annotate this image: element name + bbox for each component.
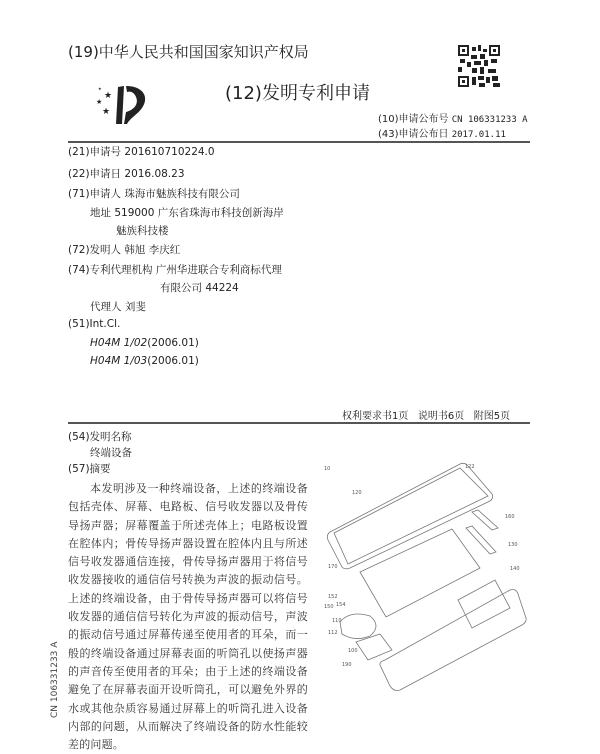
application-number: (21)申请号 201610710224.0 [68,146,215,158]
ipc-code-value: H04M 1/03 [90,355,148,367]
inventors: (72)发明人 韩旭 李庆红 [68,244,181,256]
ipc-code [90,355,199,367]
label-122: 122 [465,464,475,470]
side-publication-number: CN 106331233 A [50,641,60,718]
label-100: 100 [348,648,358,654]
pages-summary: 权利要求书1页 说明书6页 附图5页 [342,411,511,422]
applicant: (71)申请人 珠海市魅族科技有限公司 [68,188,240,200]
publication-date-value: 2017.01.11 [451,130,506,140]
patent-agency-line-2: 有限公司 44224 [160,282,239,294]
header-divider [68,141,530,143]
part-154 [356,634,392,660]
label-160: 160 [505,514,515,520]
publication-date [378,125,506,140]
abstract [68,480,308,754]
ipc-version: (2006.01) [147,337,199,349]
agent: 代理人 刘斐 [90,301,146,313]
application-date: (22)申请日 2016.08.23 [68,168,185,180]
svg-text:★: ★ [102,107,111,117]
patent-drawing [320,450,530,690]
housing [380,590,526,691]
label-154: 154 [336,602,346,608]
int-cl-label: (51)Int.Cl. [68,318,121,330]
label-130: 130 [508,542,518,548]
part-152 [340,614,376,639]
ipc-version: (2006.01) [147,355,199,367]
svg-text:★: ★ [104,91,113,101]
invention-title: 终端设备 [90,447,132,459]
label-190: 190 [342,662,352,668]
svg-text:★: ★ [98,86,102,91]
address-line-1: 地址 519000 广东省珠海市科技创新海岸 [90,207,284,219]
svg-text:★: ★ [96,98,103,106]
part-160 [472,510,498,530]
ipc-code-value: H04M 1/02 [90,337,148,349]
document-type: (12)发明专利申请 [225,83,370,104]
publication-date-label: (43)申请公布日 [378,129,449,140]
title-label: (54)发明名称 [68,431,132,443]
publication-number-label: (10)申请公布号 [378,114,449,125]
address-line-2: 魅族科技楼 [116,225,169,237]
label-112: 112 [328,630,338,636]
label-150: 150 [324,604,334,610]
ipc-code [90,337,199,349]
patent-office: (19)中华人民共和国国家知识产权局 [68,43,309,61]
screen-panel [327,463,492,568]
label-170: 170 [328,564,338,570]
publication-number [378,110,528,125]
label-120: 120 [352,490,362,496]
publication-number-value: CN 106331233 A [451,115,528,125]
cnipa-logo [96,82,156,127]
abstract-label: (57)摘要 [68,463,111,475]
part-130 [466,526,496,554]
patent-agency: (74)专利代理机构 广州华进联合专利商标代理 [68,264,282,276]
label-140: 140 [510,566,520,572]
label-110: 110 [332,618,342,624]
circuit-board [360,529,480,617]
abstract-text: 本发明涉及一种终端设备，上述的终端设备包括壳体、屏幕、电路板、信号收发器以及骨传导扬声器；屏幕覆盖于所述壳体上；电路板设置在腔体内；骨传导扬声器设置在腔体内且与所述信号收发器通信连接，骨传导扬声器用于将信号收发器接收的通信信号转换为声波的振动信号。上述的终端设备，由于骨传导扬声器可以将信号收发器的通信信号转化为声波的振动信号，声波的振动信号通过屏幕传递至使用者的耳朵，而一般的终端设备通过屏幕表面的听筒孔以使扬声器的声音传至使用者的耳朵；由于上述的终端设备避免了在屏幕表面开设听筒孔，可以避免外界的水或其他杂质容易通过屏幕上的听筒孔进入设备内部的问题，从而解决了终端设备的防水性能较差的问题。 [68,482,308,752]
figure-number: 10 [324,466,331,472]
battery-slot [458,580,510,628]
label-152: 152 [328,594,338,600]
qr-code [458,45,500,87]
section-divider [68,422,530,424]
